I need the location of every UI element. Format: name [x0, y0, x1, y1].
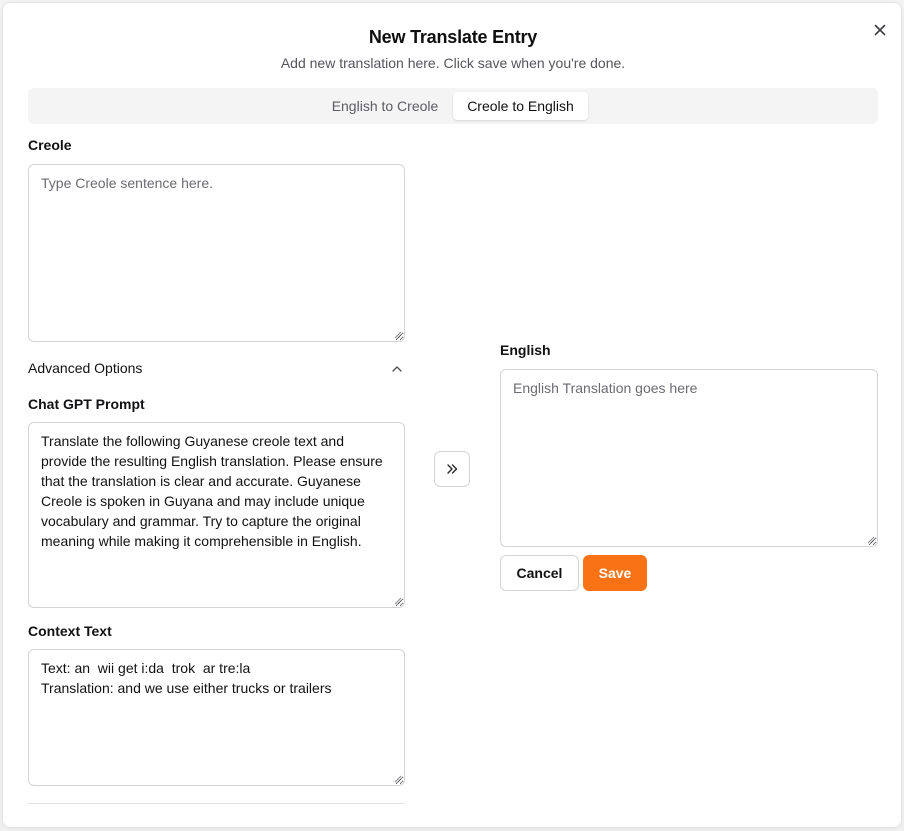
- tab-creole-to-english[interactable]: Creole to English: [453, 92, 588, 120]
- translate-button[interactable]: [434, 451, 470, 487]
- creole-label: Creole: [28, 137, 72, 153]
- dialog-title: New Translate Entry: [368, 27, 538, 47]
- english-label: English: [500, 342, 551, 358]
- context-text-line: Text: an wii get i:da trok ar tre:la: [41, 660, 251, 676]
- resize-handle-icon[interactable]: [394, 331, 402, 339]
- english-placeholder: English Translation goes here: [513, 380, 698, 396]
- resize-handle-icon[interactable]: [394, 597, 402, 605]
- advanced-options-label[interactable]: Advanced Options: [28, 360, 143, 376]
- context-text-label: Context Text: [28, 623, 112, 639]
- resize-handle-icon[interactable]: [394, 775, 402, 783]
- double-chevron-right-icon: [445, 462, 459, 476]
- chat-gpt-prompt-label: Chat GPT Prompt: [28, 396, 145, 412]
- context-translation-line: Translation: and we use either trucks or trailers: [41, 680, 332, 696]
- context-text-input[interactable]: [28, 649, 405, 786]
- divider: [28, 803, 405, 804]
- resize-handle-icon[interactable]: [867, 536, 875, 544]
- chat-gpt-prompt-input[interactable]: [28, 422, 405, 608]
- dialog-subtitle: Add new translation here. Click save when you're done.: [280, 55, 626, 71]
- chevron-up-icon[interactable]: [390, 362, 404, 376]
- chat-gpt-prompt-text: Translate the following Guyanese creole text and provide the resulting English translation. Please ensure that the translation is clear and accurate. Guyanese Creole is spoken in Guyana and may include unique vocabulary and grammar. Try to capture the original meaning while making it comprehensible in English.: [41, 433, 383, 549]
- creole-placeholder: Type Creole sentence here.: [41, 175, 213, 191]
- save-button[interactable]: Save: [583, 555, 647, 591]
- new-translate-entry-dialog: [2, 2, 902, 828]
- tab-english-to-creole[interactable]: English to Creole: [331, 98, 439, 114]
- cancel-button[interactable]: Cancel: [500, 555, 579, 591]
- direction-tabs: [28, 88, 878, 124]
- creole-input[interactable]: [28, 164, 405, 342]
- english-output[interactable]: [500, 369, 878, 547]
